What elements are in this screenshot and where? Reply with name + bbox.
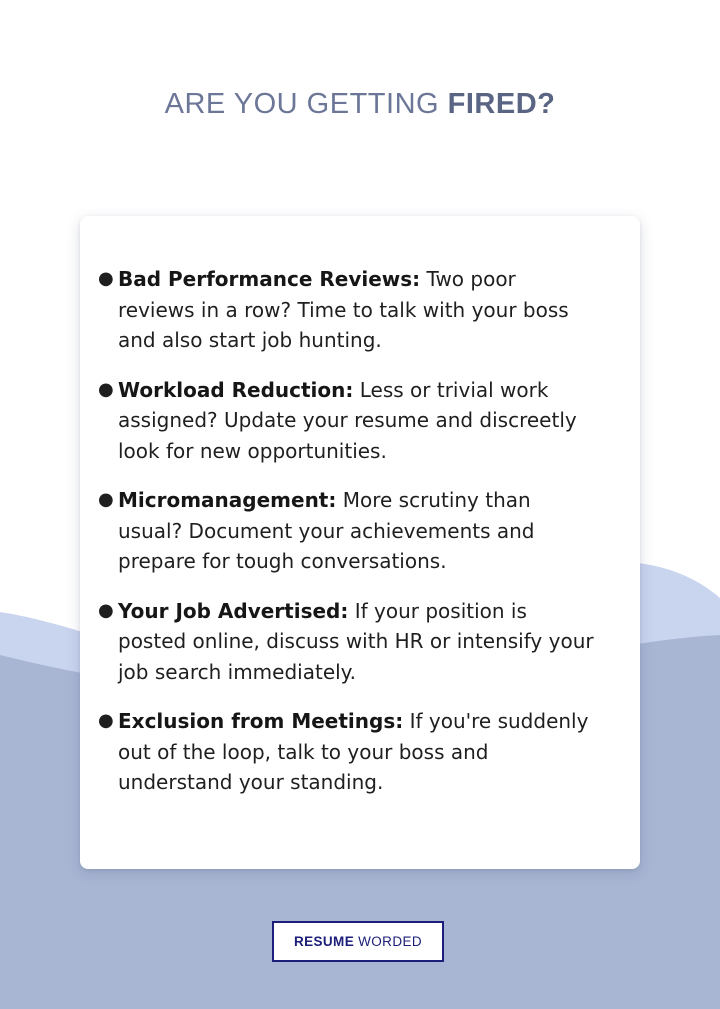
list-item bbox=[98, 596, 598, 688]
tip-title: Workload Reduction: bbox=[118, 377, 354, 402]
list-item bbox=[98, 264, 598, 356]
tips-card bbox=[80, 216, 640, 869]
brand-light: WORDED bbox=[358, 934, 423, 949]
brand-strong: RESUME bbox=[293, 934, 355, 949]
tip-title: Your Job Advertised: bbox=[118, 598, 349, 623]
page-title bbox=[0, 88, 720, 121]
bullet-icon: ● bbox=[98, 489, 114, 510]
title-emphasis: FIRED? bbox=[447, 88, 556, 120]
list-item bbox=[98, 485, 598, 577]
list-item bbox=[98, 706, 598, 798]
tip-text: Less or trivial work assigned? Update your resume and discreetly look for new opportunities. bbox=[118, 377, 577, 463]
tip-title: Exclusion from Meetings: bbox=[118, 709, 404, 733]
bullet-icon: ● bbox=[98, 599, 114, 621]
tips-list bbox=[98, 264, 598, 817]
tip-title: Micromanagement: bbox=[118, 488, 337, 512]
list-item bbox=[98, 375, 598, 467]
tip-text: If you're suddenly out of the loop, talk to your boss and understand your standing. bbox=[118, 709, 589, 794]
resume-worded-logo bbox=[272, 921, 444, 962]
bullet-icon: ● bbox=[98, 710, 114, 731]
tip-text: Two poor reviews in a row? Time to talk with your boss and also start job hunting. bbox=[118, 267, 569, 352]
tip-text: More scrutiny than usual? Document your achievements and prepare for tough conversations. bbox=[118, 488, 535, 573]
bullet-icon: ● bbox=[98, 378, 114, 400]
bullet-icon: ● bbox=[98, 268, 114, 289]
tip-text: If your position is posted online, discuss with HR or intensify your job search immediately. bbox=[118, 598, 594, 684]
title-prefix: ARE YOU GETTING bbox=[164, 88, 440, 120]
tip-title: Bad Performance Reviews: bbox=[118, 267, 421, 291]
